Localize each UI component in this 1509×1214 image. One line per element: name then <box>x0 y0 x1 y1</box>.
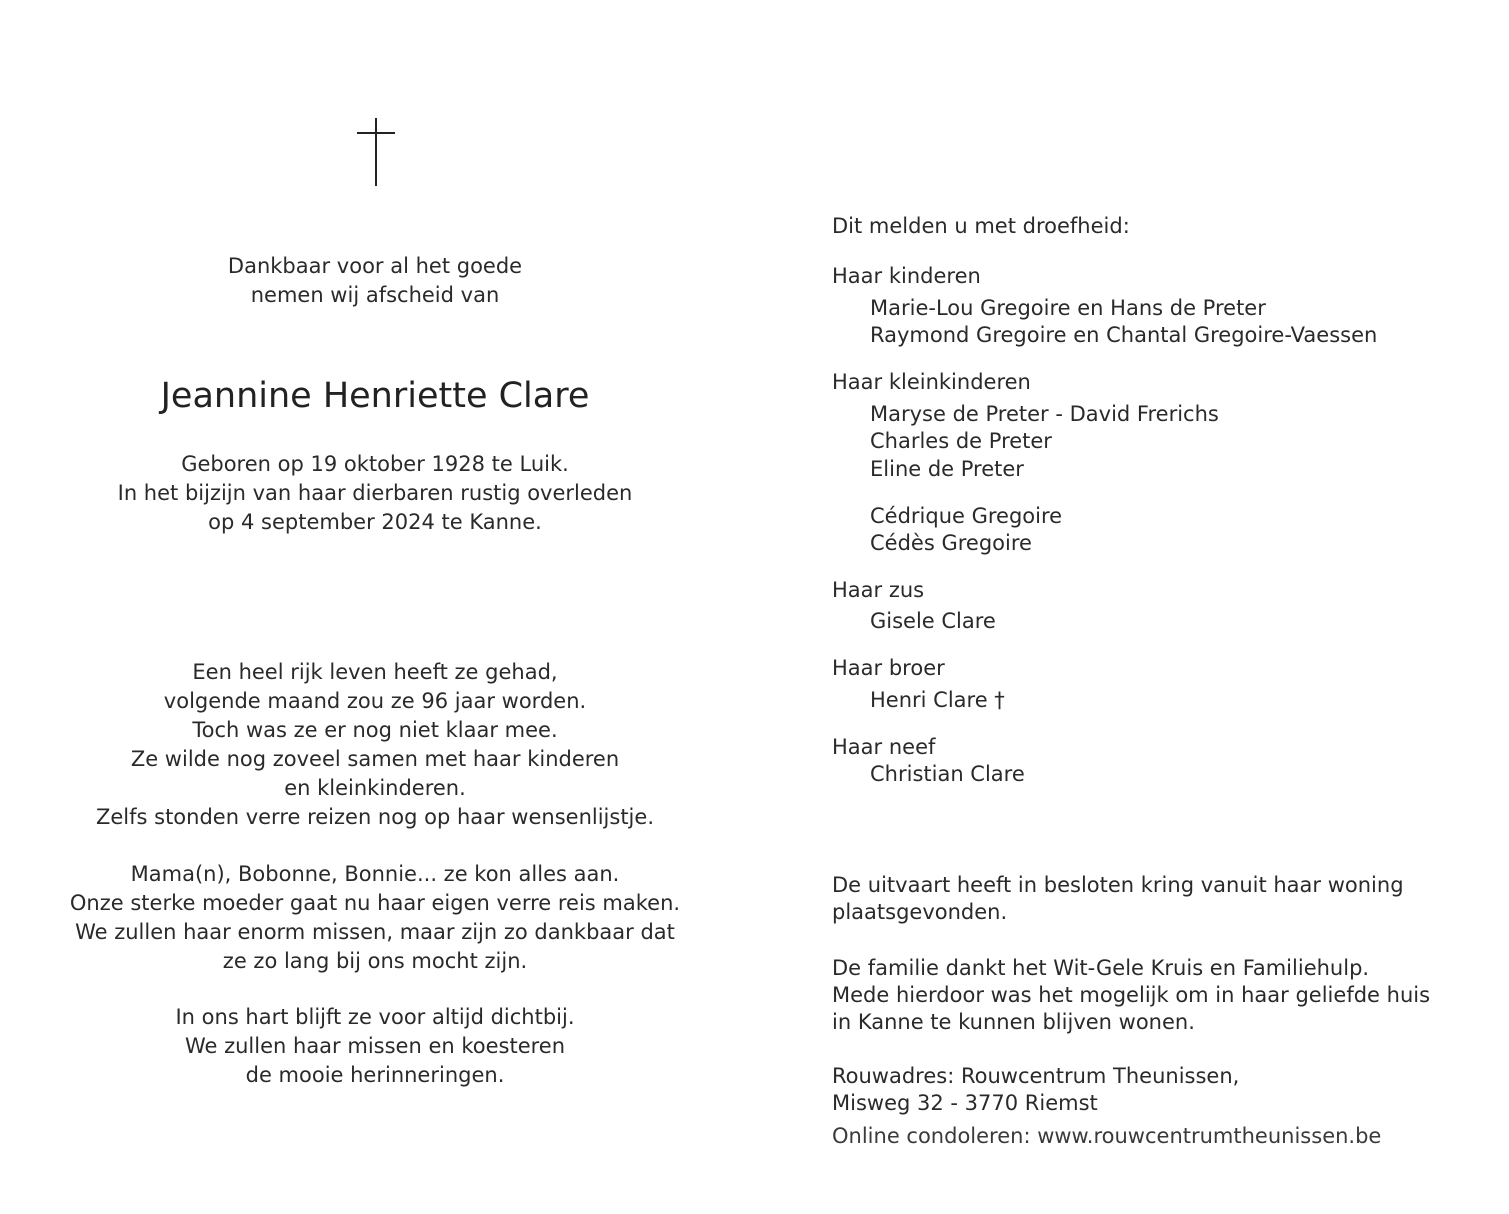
address-line: Rouwadres: Rouwcentrum Theunissen, <box>832 1064 1240 1088</box>
sister-label: Haar zus <box>832 578 925 602</box>
death-line: In het bijzijn van haar dierbaren rustig overleden <box>117 481 633 505</box>
address-line: Misweg 32 - 3770 Riemst <box>832 1091 1098 1115</box>
child-name: Marie-Lou Gregoire en Hans de Preter <box>870 296 1266 320</box>
thanks-line: De familie dankt het Wit-Gele Kruis en Familiehulp. <box>832 956 1370 980</box>
funeral-line: plaatsgevonden. <box>832 900 1008 924</box>
verse-line: Toch was ze er nog niet klaar mee. <box>192 718 558 742</box>
verse-line: Een heel rijk leven heeft ze gehad, <box>192 660 558 684</box>
verse-stanza-1 <box>60 658 690 832</box>
sister-name: Gisele Clare <box>870 609 996 633</box>
brother-label: Haar broer <box>832 656 945 680</box>
announce-text: Dit melden u met droefheid: <box>832 214 1130 238</box>
dates-block <box>60 450 690 537</box>
verse-line: de mooie herinneringen. <box>245 1063 505 1087</box>
verse-line: Onze sterke moeder gaat nu haar eigen verre reis maken. <box>69 891 681 915</box>
verse-line: Mama(n), Bobonne, Bonnie... ze kon alles aan. <box>130 862 620 886</box>
deceased-name: Jeannine Henriette Clare <box>160 376 590 416</box>
verse-line: en kleinkinderen. <box>284 776 466 800</box>
cross-vertical <box>375 118 377 186</box>
grandchild-name: Charles de Preter <box>870 429 1052 453</box>
verse-line: ze zo lang bij ons mocht zijn. <box>222 949 528 973</box>
children-label: Haar kinderen <box>832 264 981 288</box>
verse-stanza-3 <box>60 1003 690 1090</box>
grandchild-name: Cédès Gregoire <box>870 531 1032 555</box>
funeral-line: De uitvaart heeft in besloten kring vanuit haar woning <box>832 873 1404 897</box>
grandchild-name: Maryse de Preter - David Frerichs <box>870 402 1219 426</box>
verse-line: volgende maand zou ze 96 jaar worden. <box>163 689 587 713</box>
grandchild-name: Cédrique Gregoire <box>870 504 1063 528</box>
grandchildren-label: Haar kleinkinderen <box>832 370 1031 394</box>
intro-block <box>60 252 690 310</box>
cross-icon <box>357 118 395 186</box>
intro-line: Dankbaar voor al het goede <box>227 254 523 278</box>
thanks-line: in Kanne te kunnen blijven wonen. <box>832 1010 1195 1034</box>
thanks-line: Mede hierdoor was het mogelijk om in haar geliefde huis <box>832 983 1431 1007</box>
intro-line: nemen wij afscheid van <box>250 283 500 307</box>
verse-line: Ze wilde nog zoveel samen met haar kinderen <box>130 747 620 771</box>
verse-line: Zelfs stonden verre reizen nog op haar wensenlijstje. <box>95 805 654 829</box>
online-condolence-link[interactable]: Online condoleren: www.rouwcentrumtheunissen.be <box>832 1124 1382 1148</box>
verse-line: We zullen haar enorm missen, maar zijn zo dankbaar dat <box>75 920 675 944</box>
verse-line: In ons hart blijft ze voor altijd dichtbij. <box>175 1005 575 1029</box>
cousin-label: Haar neef <box>832 735 936 759</box>
child-name: Raymond Gregoire en Chantal Gregoire-Vaessen <box>870 323 1378 347</box>
birth-line: Geboren op 19 oktober 1928 te Luik. <box>181 452 569 476</box>
cross-horizontal <box>357 132 395 134</box>
verse-stanza-2 <box>60 860 690 976</box>
verse-line: We zullen haar missen en koesteren <box>184 1034 566 1058</box>
cousin-name: Christian Clare <box>870 762 1025 786</box>
grandchild-name: Eline de Preter <box>870 457 1024 481</box>
death-date-line: op 4 september 2024 te Kanne. <box>208 510 542 534</box>
brother-name: Henri Clare † <box>870 688 1005 712</box>
